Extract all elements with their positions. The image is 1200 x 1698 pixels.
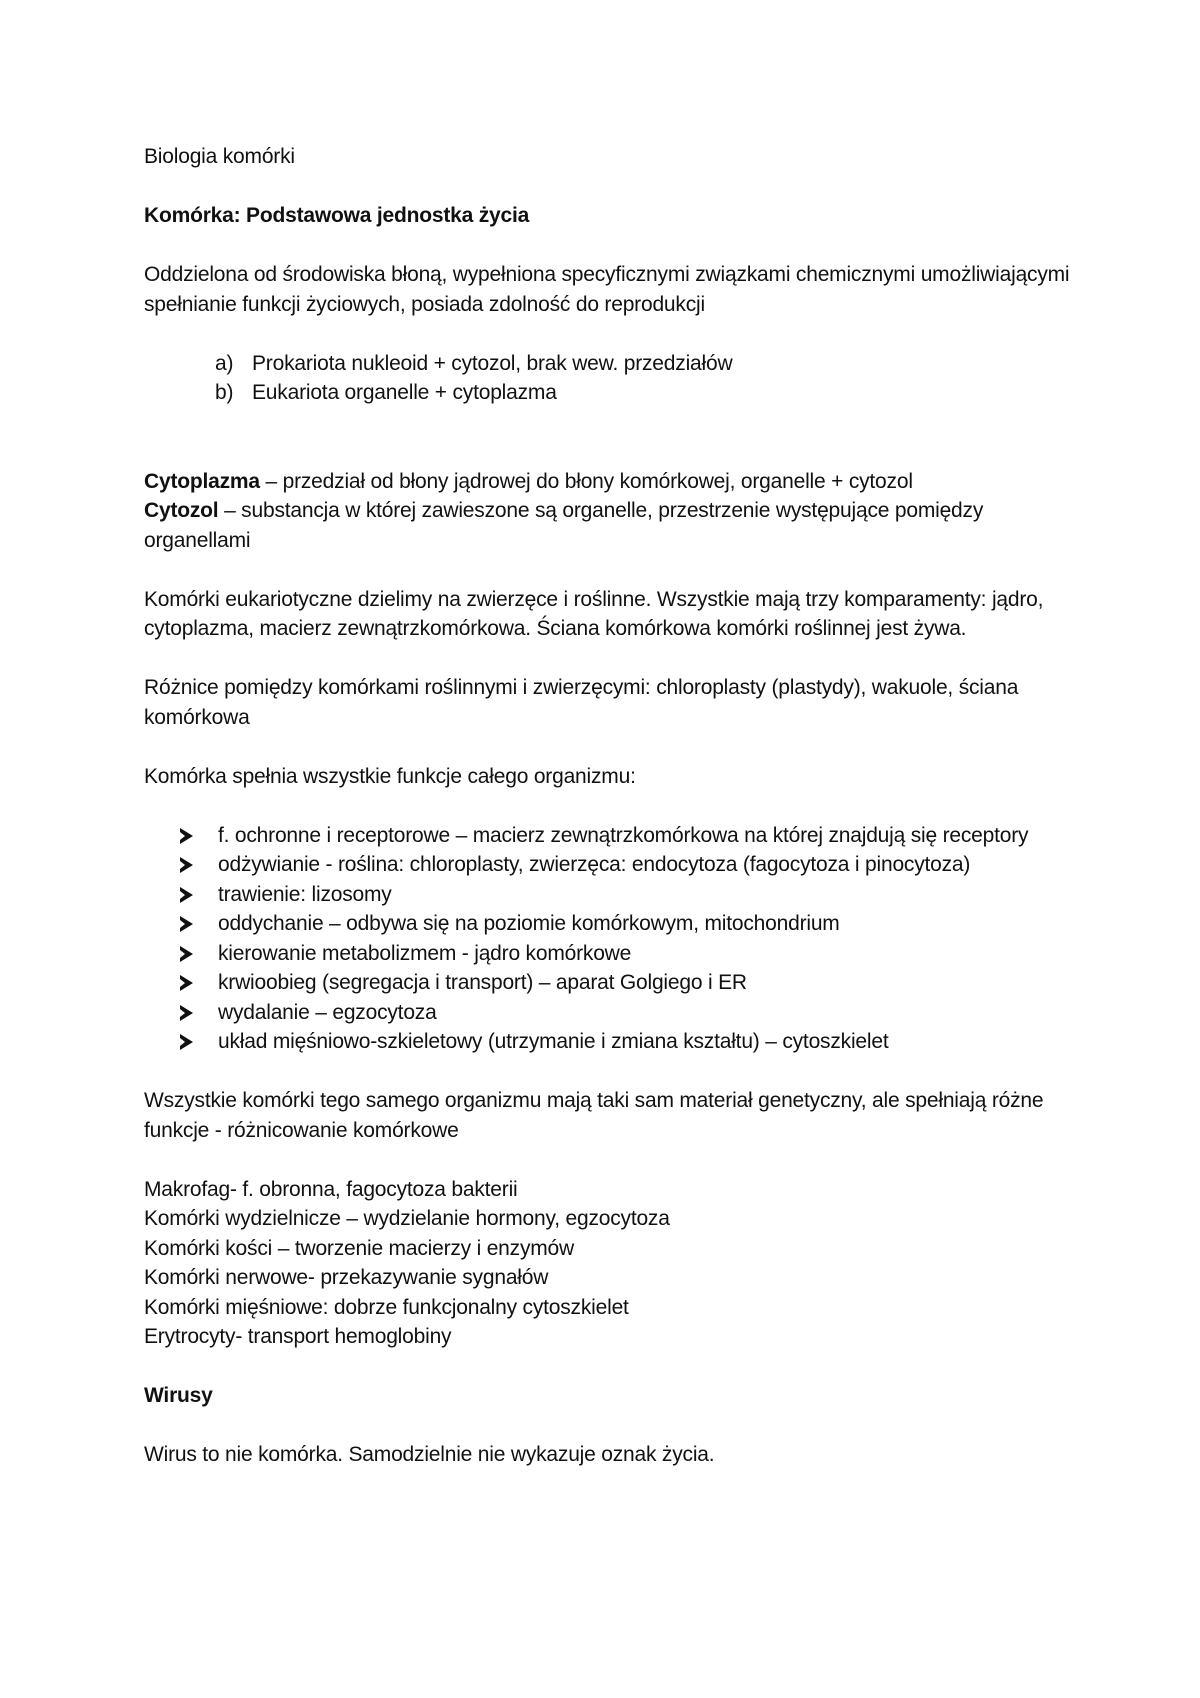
document-title: Biologia komórki <box>144 145 295 168</box>
list-item-text: odżywianie - roślina: chloroplasty, zwierzęca: endocytoza (fagocytoza i pinocytoza) <box>218 853 971 876</box>
definition-term: Cytoplazma <box>144 469 260 493</box>
intro-paragraph: Oddzielona od środowiska błoną, wypełniona specyficznymi związkami chemicznymi umożliwiającymi spełnianie funkcji życiowych, posiada zdolność do reprodukcji <box>144 263 1070 316</box>
cell-types-list <box>144 349 1074 408</box>
definition-text: – substancja w której zawieszone są organelle, przestrzenie występujące pomiędzy organellami <box>144 499 984 552</box>
arrow-bullet-icon <box>180 916 193 932</box>
document-page <box>144 142 1074 1499</box>
arrow-bullet-icon <box>180 975 193 991</box>
definition-cytoplazma <box>144 467 1074 497</box>
list-marker: a) <box>215 351 234 375</box>
list-item-text: Prokariota nukleoid + cytozol, brak wew. przedziałów <box>252 351 733 375</box>
list-item-text: oddychanie – odbywa się na poziomie komórkowym, mitochondrium <box>218 912 840 935</box>
list-marker: b) <box>215 381 234 404</box>
virus-paragraph: Wirus to nie komórka. Samodzielnie nie wykazuje oznak życia. <box>144 1443 715 1466</box>
list-item-text: f. ochronne i receptorowe – macierz zewnątrzkomórkowa na której znajdują się receptory <box>218 823 1029 847</box>
list-item <box>144 850 1074 880</box>
cell-examples-block <box>144 1175 1074 1352</box>
definitions-block <box>144 467 1074 556</box>
cell-example-line: Komórki mięśniowe: dobrze funkcjonalny cytoszkielet <box>144 1295 629 1319</box>
list-item <box>144 998 1074 1028</box>
list-item <box>144 821 1074 851</box>
list-item-text: układ mięśniowo-szkieletowy (utrzymanie i zmiana kształtu) – cytoszkielet <box>218 1030 889 1053</box>
arrow-bullet-icon <box>180 1005 193 1021</box>
definition-text: – przedział od błony jądrowej do błony komórkowej, organelle + cytozol <box>259 469 913 493</box>
list-item <box>144 968 1074 998</box>
list-item-text: trawienie: lizosomy <box>218 882 392 906</box>
definition-cytozol <box>144 496 1074 555</box>
functions-list <box>144 821 1074 1057</box>
cell-example-line: Makrofag- f. obronna, fagocytoza bakterii <box>144 1177 518 1201</box>
list-item <box>144 880 1074 910</box>
cell-example-line: Komórki wydzielnicze – wydzielanie hormony, egzocytoza <box>144 1207 670 1230</box>
list-item <box>144 378 1074 408</box>
list-item-text: kierowanie metabolizmem - jądro komórkowe <box>218 941 632 965</box>
arrow-bullet-icon <box>180 1034 193 1050</box>
section-heading-cell: Komórka: Podstawowa jednostka życia <box>144 204 530 227</box>
arrow-bullet-icon <box>180 887 193 903</box>
differences-paragraph: Różnice pomiędzy komórkami roślinnymi i zwierzęcymi: chloroplasty (plastydy), wakuole, ściana komórkowa <box>144 676 1019 729</box>
functions-intro-paragraph: Komórka spełnia wszystkie funkcje całego organizmu: <box>144 764 636 788</box>
list-item <box>144 939 1074 969</box>
list-item <box>144 1027 1074 1057</box>
list-item <box>144 909 1074 939</box>
list-item <box>144 349 1074 379</box>
list-item-text: krwioobieg (segregacja i transport) – aparat Golgiego i ER <box>218 971 747 994</box>
eukaryotic-paragraph: Komórki eukariotyczne dzielimy na zwierzęce i roślinne. Wszystkie mają trzy komparamenty: jądro, cytoplazma, macierz zewnątrzkomórkowa. Ściana komórkowa komórki roślinnej jest żywa. <box>144 587 1044 640</box>
list-item-text: Eukariota organelle + cytoplazma <box>252 381 557 404</box>
arrow-bullet-icon <box>180 828 193 844</box>
cell-example-line: Komórki nerwowe- przekazywanie sygnałów <box>144 1266 549 1289</box>
list-item-text: wydalanie – egzocytoza <box>218 1000 437 1024</box>
cell-example-line: Komórki kości – tworzenie macierzy i enzymów <box>144 1236 574 1260</box>
cell-example-line: Erytrocyty- transport hemoglobiny <box>144 1325 452 1348</box>
definition-term: Cytozol <box>144 499 219 522</box>
arrow-bullet-icon <box>180 857 193 873</box>
section-heading-viruses: Wirusy <box>144 1384 213 1407</box>
differentiation-paragraph: Wszystkie komórki tego samego organizmu mają taki sam materiał genetyczny, ale spełniają różne funkcje - różnicowanie komórkowe <box>144 1089 1044 1142</box>
arrow-bullet-icon <box>180 946 193 962</box>
